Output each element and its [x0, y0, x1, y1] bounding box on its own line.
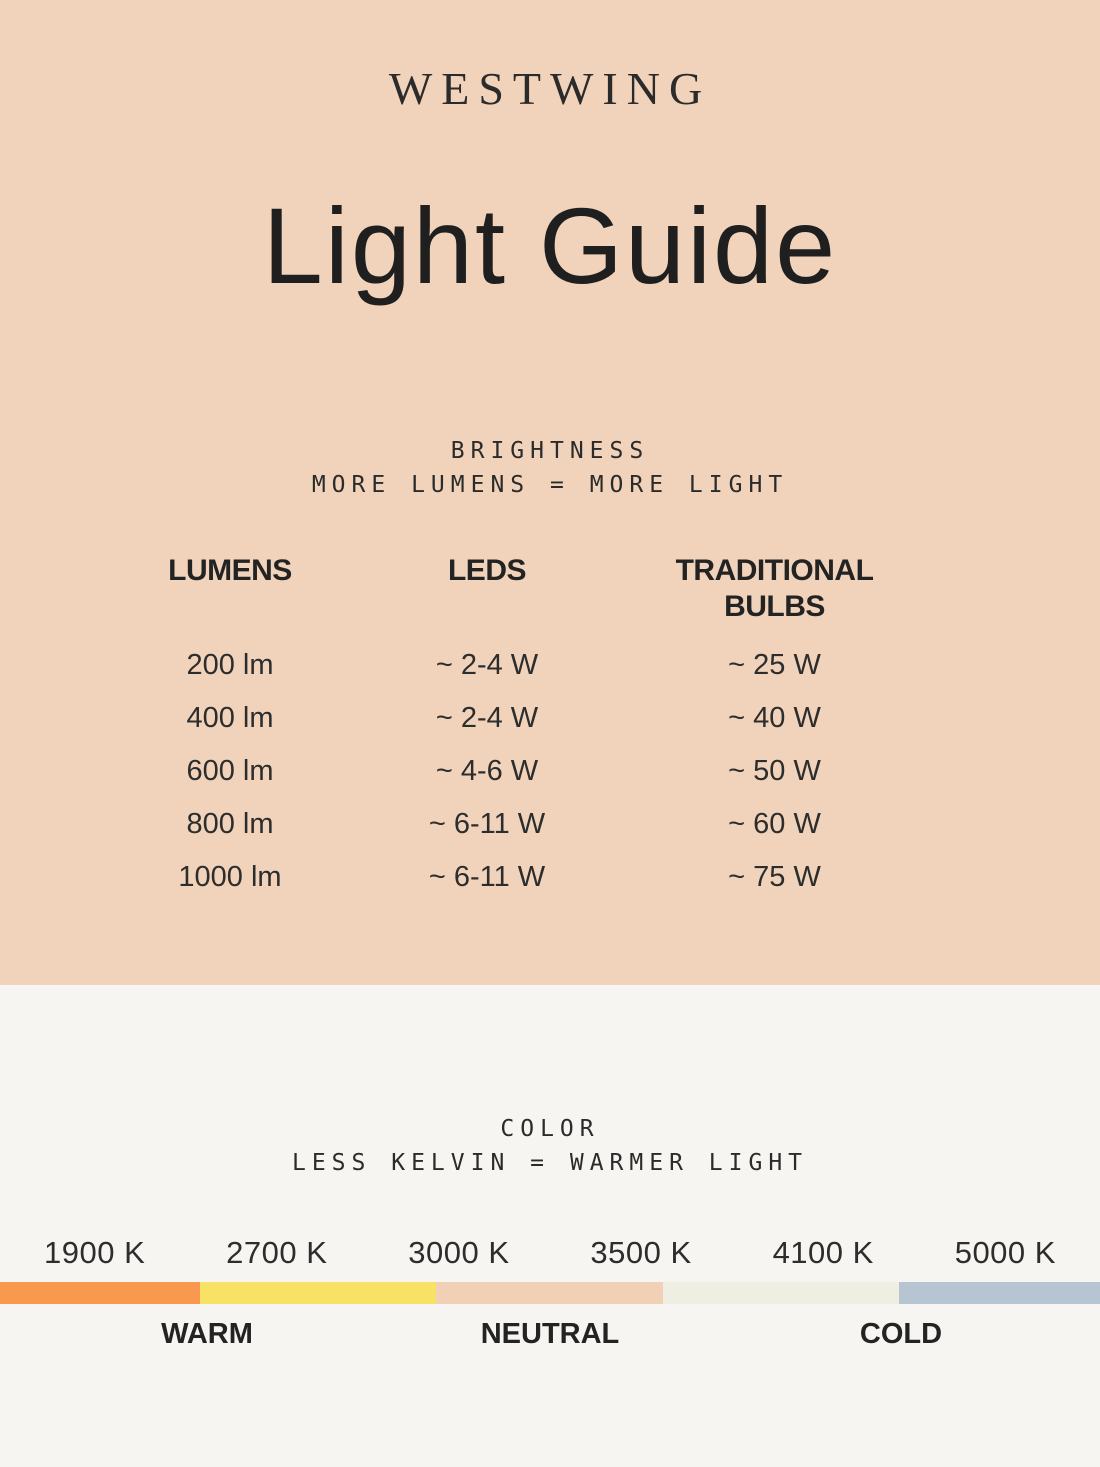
lumens-table: [120, 553, 915, 904]
table-row: [120, 692, 915, 745]
color-heading: COLOR: [500, 1116, 600, 1142]
color-subheading: LESS KELVIN = WARMER LIGHT: [291, 1150, 809, 1176]
column-header-leds: LEDS: [447, 554, 526, 587]
led-watts-value: ~ 6-11 W: [428, 808, 546, 840]
kelvin-label: 3000 K: [408, 1235, 510, 1270]
kelvin-label: 3500 K: [590, 1235, 692, 1270]
led-watts-value: ~ 4-6 W: [435, 755, 539, 787]
scale-segment-cold-blue: [899, 1282, 1100, 1304]
bulb-watts-value: ~ 25 W: [728, 649, 821, 681]
temperature-labels-row: [0, 1320, 1100, 1354]
column-header-lumens: LUMENS: [168, 554, 292, 587]
page-title: Light Guide: [262, 185, 838, 306]
bulb-watts-value: ~ 60 W: [728, 808, 821, 840]
scale-segment-warm-yellow: [200, 1282, 435, 1304]
brand-logo: WESTWING: [388, 63, 712, 114]
column-header-traditional-bulbs: TRADITIONAL BULBS: [675, 554, 874, 623]
scale-segment-neutral-cream: [663, 1282, 898, 1304]
kelvin-label: 2700 K: [226, 1235, 328, 1270]
table-header-row: [120, 553, 915, 625]
led-watts-value: ~ 6-11 W: [428, 861, 546, 893]
lumens-value: 400 lm: [186, 702, 274, 734]
temperature-label-cold: COLD: [859, 1318, 943, 1350]
scale-segment-warm-orange: [0, 1282, 200, 1304]
table-row: [120, 639, 915, 692]
led-watts-value: ~ 2-4 W: [435, 649, 539, 681]
table-body: [120, 639, 915, 904]
lumens-value: 1000 lm: [178, 861, 282, 893]
kelvin-labels-row: [0, 1237, 1100, 1268]
kelvin-label: 5000 K: [954, 1235, 1056, 1270]
lumens-value: 800 lm: [186, 808, 274, 840]
brightness-subheading: MORE LUMENS = MORE LIGHT: [311, 472, 789, 498]
kelvin-label: 1900 K: [44, 1235, 146, 1270]
bulb-watts-value: ~ 75 W: [728, 861, 821, 893]
scale-segment-neutral-peach: [436, 1282, 664, 1304]
color-temperature-scale-bar: [0, 1282, 1100, 1304]
color-temperature-section: [0, 985, 1100, 1467]
kelvin-label: 4100 K: [772, 1235, 874, 1270]
temperature-label-neutral: NEUTRAL: [480, 1318, 620, 1350]
temperature-label-warm: WARM: [161, 1318, 253, 1350]
bulb-watts-value: ~ 50 W: [728, 755, 821, 787]
table-row: [120, 851, 915, 904]
lumens-value: 600 lm: [186, 755, 274, 787]
lumens-value: 200 lm: [186, 649, 274, 681]
bulb-watts-value: ~ 40 W: [728, 702, 821, 734]
table-row: [120, 745, 915, 798]
led-watts-value: ~ 2-4 W: [435, 702, 539, 734]
brightness-heading: BRIGHTNESS: [450, 438, 650, 464]
table-row: [120, 798, 915, 851]
